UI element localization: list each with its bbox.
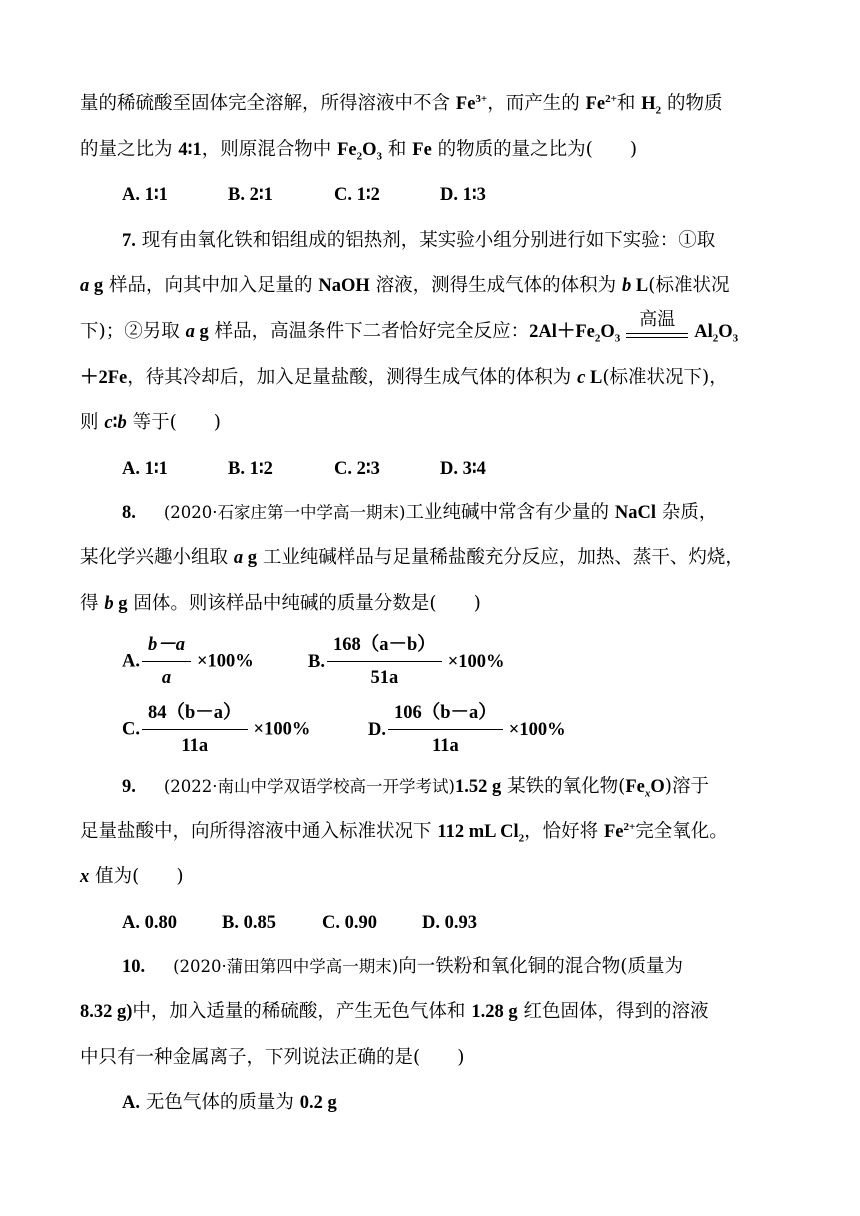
q7-options — [122, 457, 546, 481]
q6-line-2: 的量之比为 4∶1，则原混合物中 $Fe_2O_3$ 和 Fe 的物质的量之比为( ) — [80, 139, 638, 163]
q8-option-d[interactable]: D. $\frac{106(b-a)}{11a}$ ×100% — [368, 719, 566, 739]
q6-option-d[interactable]: D. 1∶3 — [440, 185, 486, 205]
q8-option-c[interactable]: C. $\frac{84(b-a)}{11a}$ ×100% — [122, 700, 368, 759]
q9-line-3: x 值为( ) — [80, 866, 184, 887]
q7-number: 7. — [122, 231, 136, 251]
q7-line-5: 则 c∶b 等于( ) — [80, 412, 222, 433]
q10-source: (2020·蒲田第四中学高一期末) — [173, 957, 399, 976]
q6-option-c[interactable]: C. 1∶2 — [334, 185, 380, 205]
q7-option-c[interactable]: C. 2∶3 — [334, 459, 380, 479]
q10-line-3: 中只有一种金属离子，下列说法正确的是( ) — [80, 1047, 465, 1068]
q7-line-3: 下)；②另取 a g 样品，高温条件下二者恰好完全反应：$2Al+Fe_2O_3$ 高温 $Al_2O_3$ — [80, 309, 739, 345]
q7-line-2: a g 样品，向其中加入足量的 NaOH 溶液，测得生成气体的体积为 b L(标准状况 — [80, 275, 730, 296]
q9-option-b[interactable]: B. 0.85 — [222, 913, 276, 933]
q6-option-a[interactable]: A. 1∶1 — [122, 185, 168, 205]
q6-option-b[interactable]: B. 2∶1 — [228, 185, 273, 205]
q7-option-d[interactable]: D. 3∶4 — [440, 459, 486, 479]
q7-line-1: 7. 现有由氧化铁和铝组成的铝热剂，某实验小组分别进行如下实验：①取 — [122, 230, 716, 251]
q8-options-ab — [122, 632, 505, 691]
q8-number: 8. — [122, 503, 136, 523]
q7-line-4: ＋2Fe，待其冷却后，加入足量盐酸，测得生成气体的体积为 c L(标准状况下)， — [80, 367, 728, 388]
q7-option-b[interactable]: B. 1∶2 — [228, 459, 273, 479]
q6-line-1: 量的稀硫酸至固体完全溶解，所得溶液中不含 $Fe^{3+}$，而产生的 $Fe^{2+}$和 $H_2$ 的物质 — [80, 92, 723, 117]
q8-line-1: 8. (2020·石家庄第一中学高一期末)工业纯碱中常含有少量的 NaCl 杂质， — [122, 502, 718, 523]
q9-options — [122, 911, 522, 935]
q10-line-2: 8.32 g)中，加入适量的稀硫酸，产生无色气体和 1.28 g 红色固体，得到的溶液 — [80, 1001, 709, 1022]
q10-line-1: 10. (2020·蒲田第四中学高一期末)向一铁粉和氧化铜的混合物(质量为 — [122, 956, 683, 977]
reaction-arrow — [626, 309, 688, 344]
q7-option-a[interactable]: A. 1∶1 — [122, 459, 168, 479]
q6-options — [122, 183, 546, 207]
q8-options-cd — [122, 700, 566, 759]
q9-option-a[interactable]: A. 0.80 — [122, 913, 177, 933]
q8-option-b[interactable]: B. $\frac{168(a-b)}{51a}$ ×100% — [308, 651, 505, 671]
q9-number: 9. — [122, 777, 136, 797]
q9-source: (2022·南山中学双语学校高一开学考试) — [163, 777, 455, 796]
q9-option-c[interactable]: C. 0.90 — [322, 913, 377, 933]
q8-source: (2020·石家庄第一中学高一期末) — [163, 503, 406, 522]
q8-line-3: 得 b g 固体。则该样品中纯碱的质量分数是( ) — [80, 593, 481, 614]
q9-line-1: 9. (2022·南山中学双语学校高一开学考试)1.52 g 某铁的氧化物$(Fe_xO)$溶于 — [122, 776, 709, 800]
equation-left: 2Al＋Fe — [529, 322, 595, 342]
reaction-condition: 高温 — [639, 309, 676, 330]
q10-option-a[interactable]: A. 无色气体的质量为 0.2 g — [122, 1092, 337, 1113]
q8-option-a[interactable]: A. $\frac{b-a}{a}$ ×100% — [122, 632, 308, 691]
q9-line-2: 足量盐酸中，向所得溶液中通入标准状况下 112 mL $Cl_2$，恰好将 $Fe^{2+}$完全氧化。 — [80, 820, 728, 845]
equation-right: Al — [694, 322, 713, 342]
q8-line-2: 某化学兴趣小组取 a g 工业纯碱样品与足量稀盐酸充分反应，加热、蒸干、灼烧， — [80, 547, 744, 568]
q10-number: 10. — [122, 957, 146, 977]
q9-option-d[interactable]: D. 0.93 — [422, 913, 477, 933]
